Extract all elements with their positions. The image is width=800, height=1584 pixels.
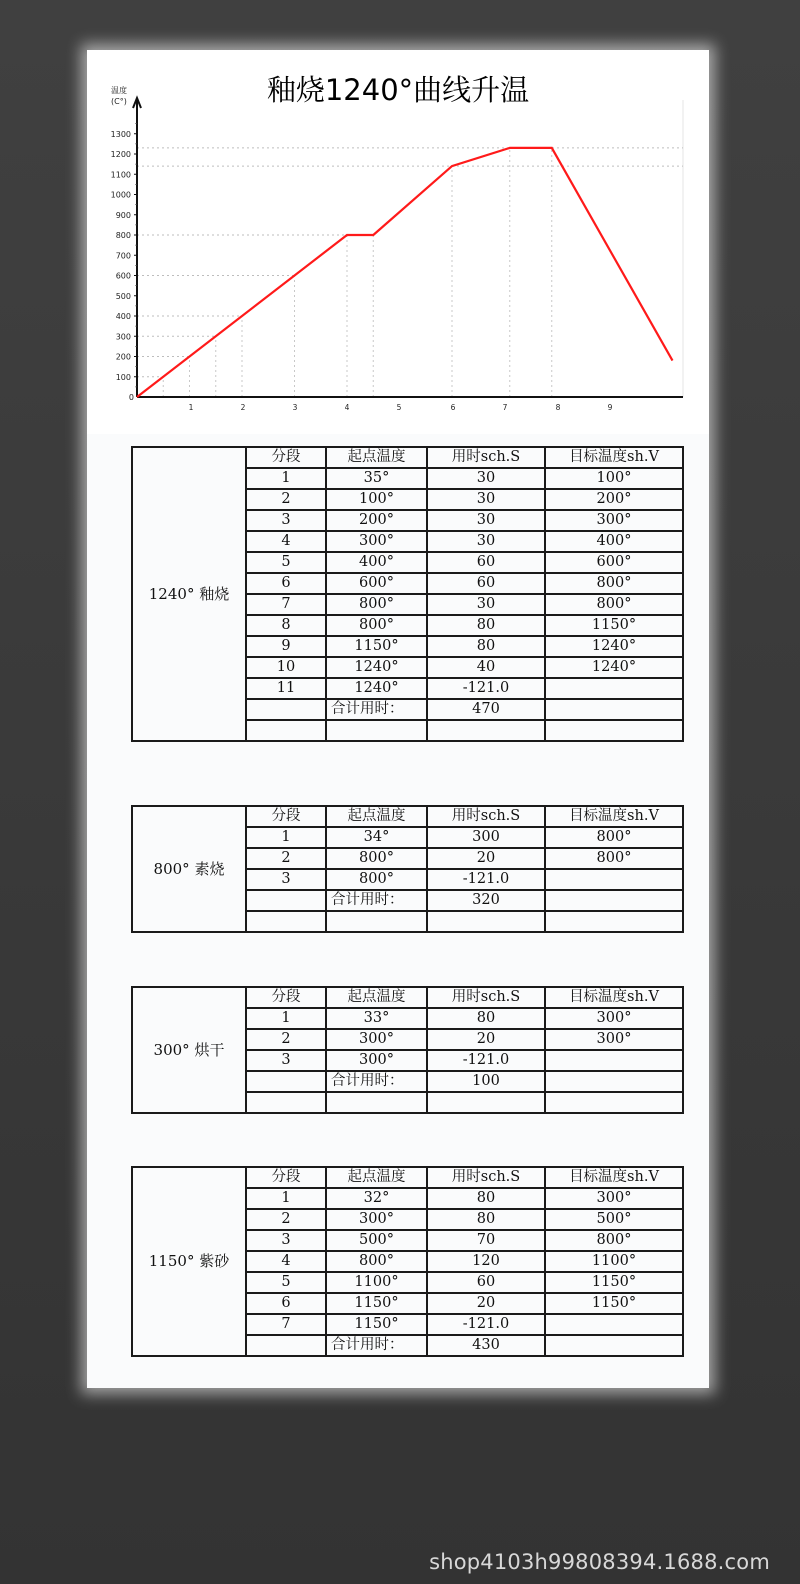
- svg-text:温度: 温度: [111, 86, 127, 95]
- table-cell: 800°: [545, 594, 683, 615]
- table-cell: 30: [427, 489, 545, 510]
- column-header: 起点温度: [326, 987, 427, 1008]
- content-card: [87, 50, 709, 1388]
- table-cell: 1: [246, 827, 326, 848]
- column-header: 目标温度sh.V: [545, 806, 683, 827]
- table-cell: 300°: [326, 1029, 427, 1050]
- table-cell: [545, 911, 683, 932]
- table-cell: [545, 720, 683, 741]
- table-cell: 34°: [326, 827, 427, 848]
- table-cell: 33°: [326, 1008, 427, 1029]
- table-cell: 3: [246, 1230, 326, 1251]
- table-cell: 1150°: [326, 1293, 427, 1314]
- table-cell: 1: [246, 1008, 326, 1029]
- table-cell: [326, 720, 427, 741]
- chart-plot: [87, 50, 709, 434]
- table-cell: [545, 1314, 683, 1335]
- table-cell: 6: [246, 573, 326, 594]
- svg-text:200: 200: [115, 352, 131, 362]
- table-cell: [246, 1335, 326, 1356]
- table-cell: 300°: [326, 1209, 427, 1230]
- svg-text:7: 7: [502, 403, 508, 412]
- table-cell: 1: [246, 468, 326, 489]
- column-header: 起点温度: [326, 447, 427, 468]
- svg-text:500: 500: [115, 291, 131, 301]
- table-cell: 400°: [545, 531, 683, 552]
- table-cell: [545, 1050, 683, 1071]
- table-cell: 800°: [326, 594, 427, 615]
- table-cell: [427, 1092, 545, 1113]
- total-label: 合计用时：: [326, 890, 427, 911]
- svg-text:(C°): (C°): [111, 97, 127, 106]
- table-cell: 60: [427, 1272, 545, 1293]
- svg-text:600: 600: [115, 271, 131, 281]
- column-header: 分段: [246, 987, 326, 1008]
- table-cell: 600°: [545, 552, 683, 573]
- table-cell: 300°: [545, 1008, 683, 1029]
- schedule-label: 1150° 紫砂: [132, 1167, 246, 1356]
- svg-text:1000: 1000: [110, 190, 131, 200]
- svg-text:4: 4: [344, 403, 350, 412]
- table-cell: 300°: [545, 1029, 683, 1050]
- table-cell: 800°: [326, 615, 427, 636]
- svg-text:1200: 1200: [110, 150, 131, 159]
- schedule-table: [131, 1166, 684, 1357]
- svg-text:6: 6: [450, 403, 456, 412]
- svg-text:0: 0: [128, 393, 134, 402]
- svg-text:700: 700: [115, 251, 131, 261]
- schedule-table: [131, 986, 684, 1114]
- table-cell: 20: [427, 1029, 545, 1050]
- svg-text:8: 8: [555, 403, 561, 412]
- table-cell: 1150°: [545, 1272, 683, 1293]
- table-cell: [545, 1092, 683, 1113]
- table-cell: 35°: [326, 468, 427, 489]
- table-cell: 1150°: [545, 615, 683, 636]
- table-cell: 300°: [545, 510, 683, 531]
- svg-text:1300: 1300: [110, 129, 131, 139]
- table-cell: 7: [246, 594, 326, 615]
- table-cell: 80: [427, 1209, 545, 1230]
- table-cell: 800°: [545, 848, 683, 869]
- table-cell: 6: [246, 1293, 326, 1314]
- table-cell: 80: [427, 615, 545, 636]
- table-cell: 800°: [545, 827, 683, 848]
- table-cell: [545, 1071, 683, 1092]
- table-cell: 4: [246, 1251, 326, 1272]
- table-cell: 500°: [545, 1209, 683, 1230]
- table-cell: -121.0: [427, 678, 545, 699]
- svg-text:9: 9: [607, 403, 613, 412]
- total-label: 合计用时：: [326, 699, 427, 720]
- column-header: 目标温度sh.V: [545, 1167, 683, 1188]
- schedule-label: 300° 烘干: [132, 987, 246, 1113]
- column-header: 目标温度sh.V: [545, 447, 683, 468]
- table-cell: 60: [427, 573, 545, 594]
- column-header: 用时sch.S: [427, 987, 545, 1008]
- schedule-label: 1240° 釉烧: [132, 447, 246, 741]
- table-cell: [246, 1071, 326, 1092]
- table-cell: 30: [427, 510, 545, 531]
- table-cell: [246, 720, 326, 741]
- table-cell: 1150°: [326, 636, 427, 657]
- table-cell: [246, 890, 326, 911]
- column-header: 用时sch.S: [427, 447, 545, 468]
- table-cell: [427, 911, 545, 932]
- table-cell: 1240°: [545, 636, 683, 657]
- table-cell: 9: [246, 636, 326, 657]
- table-cell: 2: [246, 1209, 326, 1230]
- table-cell: 3: [246, 1050, 326, 1071]
- column-header: 用时sch.S: [427, 1167, 545, 1188]
- column-header: 起点温度: [326, 1167, 427, 1188]
- table-cell: 8: [246, 615, 326, 636]
- table-cell: 300°: [326, 1050, 427, 1071]
- column-header: 用时sch.S: [427, 806, 545, 827]
- table-cell: 500°: [326, 1230, 427, 1251]
- table-cell: 2: [246, 1029, 326, 1050]
- table-cell: [427, 720, 545, 741]
- table-cell: 70: [427, 1230, 545, 1251]
- total-value: 430: [427, 1335, 545, 1356]
- svg-text:100: 100: [115, 372, 131, 382]
- svg-text:800: 800: [115, 231, 131, 240]
- table-cell: [545, 678, 683, 699]
- table-cell: 10: [246, 657, 326, 678]
- table-cell: -121.0: [427, 1314, 545, 1335]
- table-cell: 300°: [545, 1188, 683, 1209]
- schedule-table: [131, 446, 684, 742]
- svg-text:400: 400: [115, 312, 131, 321]
- table-cell: 1: [246, 1188, 326, 1209]
- svg-text:1: 1: [188, 403, 194, 412]
- table-cell: 1150°: [545, 1293, 683, 1314]
- table-cell: 120: [427, 1251, 545, 1272]
- table-cell: 1150°: [326, 1314, 427, 1335]
- table-cell: 100°: [545, 468, 683, 489]
- table-cell: 100°: [326, 489, 427, 510]
- svg-text:300: 300: [115, 332, 131, 342]
- table-cell: 800°: [326, 869, 427, 890]
- table-cell: [545, 890, 683, 911]
- table-cell: 80: [427, 636, 545, 657]
- table-cell: 2: [246, 489, 326, 510]
- table-cell: 5: [246, 552, 326, 573]
- table-cell: 20: [427, 848, 545, 869]
- table-cell: 7: [246, 1314, 326, 1335]
- table-cell: 40: [427, 657, 545, 678]
- table-cell: 600°: [326, 573, 427, 594]
- svg-text:3: 3: [292, 403, 298, 412]
- table-cell: 3: [246, 510, 326, 531]
- total-value: 100: [427, 1071, 545, 1092]
- table-cell: 80: [427, 1188, 545, 1209]
- svg-text:5: 5: [396, 403, 402, 412]
- table-cell: 1100°: [545, 1251, 683, 1272]
- table-cell: 80: [427, 1008, 545, 1029]
- table-cell: 300: [427, 827, 545, 848]
- table-cell: [246, 699, 326, 720]
- firing-curve-chart: [87, 50, 709, 434]
- table-cell: 800°: [326, 848, 427, 869]
- svg-text:1100: 1100: [110, 170, 131, 180]
- table-cell: 800°: [545, 1230, 683, 1251]
- table-cell: 60: [427, 552, 545, 573]
- table-cell: 3: [246, 869, 326, 890]
- table-cell: 400°: [326, 552, 427, 573]
- watermark: shop4103h99808394.1688.com: [429, 1550, 770, 1574]
- total-label: 合计用时：: [326, 1335, 427, 1356]
- table-cell: 1240°: [326, 657, 427, 678]
- table-cell: 30: [427, 594, 545, 615]
- table-cell: [326, 911, 427, 932]
- table-cell: 2: [246, 848, 326, 869]
- total-value: 470: [427, 699, 545, 720]
- table-cell: 30: [427, 531, 545, 552]
- column-header: 分段: [246, 806, 326, 827]
- schedule-label: 800° 素烧: [132, 806, 246, 932]
- total-label: 合计用时：: [326, 1071, 427, 1092]
- svg-text:900: 900: [115, 210, 131, 220]
- table-cell: 200°: [326, 510, 427, 531]
- table-cell: 4: [246, 531, 326, 552]
- chart-title: 釉烧1240°曲线升温: [266, 73, 530, 107]
- table-cell: [246, 911, 326, 932]
- table-cell: 1240°: [545, 657, 683, 678]
- column-header: 起点温度: [326, 806, 427, 827]
- table-cell: 1240°: [326, 678, 427, 699]
- table-cell: 300°: [326, 531, 427, 552]
- table-cell: 200°: [545, 489, 683, 510]
- table-cell: 20: [427, 1293, 545, 1314]
- table-cell: 32°: [326, 1188, 427, 1209]
- table-cell: 11: [246, 678, 326, 699]
- column-header: 分段: [246, 447, 326, 468]
- table-cell: 5: [246, 1272, 326, 1293]
- table-cell: 800°: [326, 1251, 427, 1272]
- schedule-table: [131, 805, 684, 933]
- svg-text:2: 2: [240, 403, 246, 412]
- table-cell: [545, 1335, 683, 1356]
- table-cell: [326, 1092, 427, 1113]
- table-cell: -121.0: [427, 869, 545, 890]
- table-cell: [545, 699, 683, 720]
- table-cell: 1100°: [326, 1272, 427, 1293]
- table-cell: 800°: [545, 573, 683, 594]
- table-cell: -121.0: [427, 1050, 545, 1071]
- table-cell: 30: [427, 468, 545, 489]
- table-cell: [246, 1092, 326, 1113]
- column-header: 分段: [246, 1167, 326, 1188]
- total-value: 320: [427, 890, 545, 911]
- column-header: 目标温度sh.V: [545, 987, 683, 1008]
- table-cell: [545, 869, 683, 890]
